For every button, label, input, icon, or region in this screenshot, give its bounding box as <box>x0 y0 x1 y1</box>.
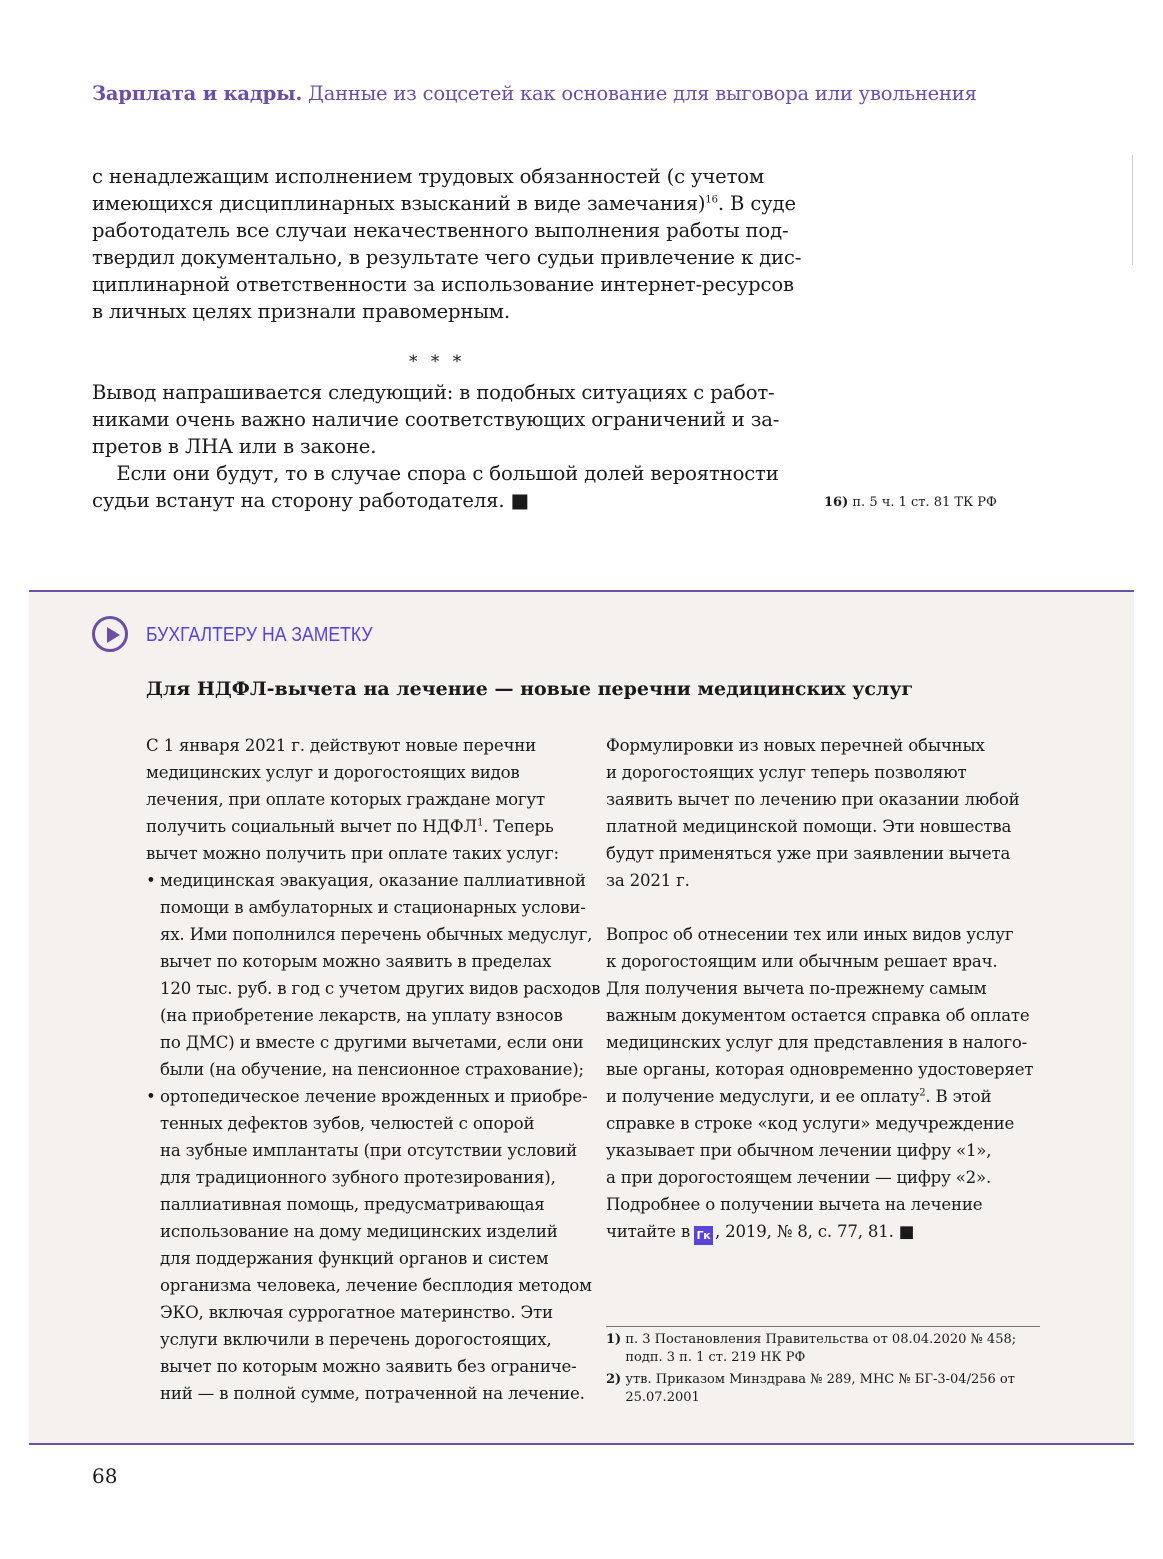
text-line <box>92 487 779 514</box>
text-line <box>146 1245 600 1272</box>
text: медицинских услуг для представления в налого- <box>606 1033 1028 1052</box>
text: Подробнее о получении вычета на лечение <box>606 1195 983 1214</box>
text: работодатель все случаи некачественного выполнения работы под- <box>92 219 789 242</box>
text: , 2019, № 8, с. 77, 81. ■ <box>714 1222 915 1241</box>
footnote <box>606 1371 1025 1407</box>
footnote-divider <box>606 1326 1040 1327</box>
footnote-16 <box>824 495 997 510</box>
text-line <box>146 1002 600 1029</box>
text: были (на обучение, на пенсионное страхование); <box>160 1060 584 1079</box>
text-line <box>146 1218 600 1245</box>
footnote-number: 16) <box>824 495 849 510</box>
text-line <box>146 975 600 1002</box>
text-line <box>606 1218 1033 1245</box>
text-line <box>146 1326 600 1353</box>
text-line <box>92 163 801 190</box>
text-line <box>146 1353 600 1380</box>
text-line <box>92 298 801 325</box>
text-line <box>606 1029 1033 1056</box>
text: твердил документально, в результате чего судьи привлечение к дис- <box>92 246 802 269</box>
page-number: 68 <box>92 1464 118 1488</box>
text: указывает при обычном лечении цифру «1», <box>606 1141 992 1160</box>
text: претов в ЛНА или в законе. <box>92 435 377 458</box>
text-line <box>146 921 600 948</box>
footnote-text: п. 5 ч. 1 ст. 81 ТК РФ <box>852 495 997 510</box>
text: по ДМС) и вместе с другими вычетами, если они <box>160 1033 584 1052</box>
running-header <box>92 82 977 105</box>
box-label: БУХГАЛТЕРУ НА ЗАМЕТКУ <box>146 624 373 646</box>
text-line <box>92 190 801 217</box>
text-line <box>606 759 1033 786</box>
text-line <box>606 1110 1033 1137</box>
article-text <box>92 163 801 325</box>
footnote-number: 1) <box>606 1332 622 1347</box>
text-line <box>606 948 1033 975</box>
text: С 1 января 2021 г. действуют новые перечни <box>146 736 536 755</box>
text: циплинарной ответственности за использование интернет-ресурсов <box>92 273 794 296</box>
text: лечения, при оплате которых граждане могут <box>146 790 545 809</box>
text-line <box>606 1002 1033 1029</box>
text-line <box>146 786 600 813</box>
text-line <box>146 1191 600 1218</box>
text: для традиционного зубного протезирования), <box>160 1168 556 1187</box>
text: паллиативная помощь, предусматривающая <box>160 1195 545 1214</box>
text-line <box>146 894 600 921</box>
play-icon <box>92 616 128 652</box>
text: ортопедическое лечение врожденных и приобре- <box>160 1087 588 1106</box>
text-line <box>606 813 1033 840</box>
text <box>606 898 611 917</box>
section-separator: * * * <box>409 352 466 372</box>
text: важным документом остается справка об оплате <box>606 1006 1030 1025</box>
footnote-number: 2) <box>606 1372 622 1387</box>
text: Вопрос об отнесении тех или иных видов услуг <box>606 925 1014 944</box>
text: получить социальный вычет по НДФЛ <box>146 817 478 836</box>
box-title: Для НДФЛ-вычета на лечение — новые перечни медицинских услуг <box>146 678 914 700</box>
text: к дорогостоящим или обычным решает врач. <box>606 952 998 971</box>
text-line <box>92 271 801 298</box>
footnote-ref: 2 <box>919 1087 926 1099</box>
text-line <box>146 1137 600 1164</box>
text: ний — в полной сумме, потраченной на лечение. <box>160 1384 585 1403</box>
text-line <box>606 894 1033 921</box>
footnote-ref: 1 <box>477 817 484 829</box>
text: за 2021 г. <box>606 871 690 890</box>
text: вычет можно получить при оплате таких услуг: <box>146 844 559 863</box>
text-line <box>606 867 1033 894</box>
text: 120 тыс. руб. в год с учетом других видов расходов <box>160 979 601 998</box>
text-line <box>146 1380 600 1407</box>
text-line <box>146 1164 600 1191</box>
text-line <box>146 813 600 840</box>
text: помощи в амбулаторных и стационарных услови- <box>160 898 586 917</box>
text: организма человека, лечение бесплодия методом <box>160 1276 592 1295</box>
text-line <box>92 379 779 406</box>
text-line <box>92 406 779 433</box>
text: будут применяться уже при заявлении вычета <box>606 844 1011 863</box>
text: и получение медуслуги, и ее оплату <box>606 1087 920 1106</box>
text-line <box>606 975 1033 1002</box>
text-line <box>146 759 600 786</box>
text: Формулировки из новых перечней обычных <box>606 736 985 755</box>
footnote <box>606 1331 1025 1367</box>
text-line <box>146 867 600 894</box>
text: ЭКО, включая суррогатное материнство. Эти <box>160 1303 553 1322</box>
article-conclusion <box>92 379 779 514</box>
text-line <box>606 1191 1033 1218</box>
text-line <box>146 1029 600 1056</box>
text: . В суде <box>717 192 796 215</box>
text-line <box>606 732 1033 759</box>
margin-rule <box>1132 155 1133 265</box>
text-line <box>92 217 801 244</box>
text: медицинских услуг и дорогостоящих видов <box>146 763 520 782</box>
footnote-ref: 16 <box>705 194 718 206</box>
text-line <box>146 1110 600 1137</box>
text: Вывод напрашивается следующий: в подобных ситуациях с работ- <box>92 381 775 404</box>
text: справке в строке «код услуги» медучреждение <box>606 1114 1015 1133</box>
bullet-icon: • <box>146 871 156 890</box>
text-line <box>146 1299 600 1326</box>
text: вые органы, которая одновременно удостоверяет <box>606 1060 1034 1079</box>
magazine-logo-icon: Гк <box>694 1226 713 1245</box>
text: читайте в <box>606 1222 690 1241</box>
text: медицинская эвакуация, оказание паллиативной <box>160 871 586 890</box>
text-line <box>606 921 1033 948</box>
text: использование на дому медицинских изделий <box>160 1222 558 1241</box>
text-line <box>146 1272 600 1299</box>
text-line <box>606 840 1033 867</box>
text-line <box>146 840 600 867</box>
text: Если они будут, то в случае спора с большой долей вероятности <box>92 462 779 485</box>
footnote-text: п. 3 Постановления Правительства от 08.04.2020 № 458; подп. 3 п. 1 ст. 219 НК РФ <box>625 1332 1017 1365</box>
text: с ненадлежащим исполнением трудовых обязанностей (с учетом <box>92 165 765 188</box>
box-footnotes <box>606 1331 1025 1411</box>
text-line <box>146 732 600 759</box>
text: платной медицинской помощи. Эти новшества <box>606 817 1012 836</box>
text: услуги включили в перечень дорогостоящих, <box>160 1330 552 1349</box>
box-right-column <box>606 732 1033 1245</box>
text-line <box>606 1083 1033 1110</box>
text: судьи встанут на сторону работодателя. ■ <box>92 489 529 512</box>
text: имеющихся дисциплинарных взысканий в виде замечания) <box>92 192 706 215</box>
text: вычет по которым можно заявить без ограниче- <box>160 1357 577 1376</box>
text: ях. Ими пополнился перечень обычных медуслуг, <box>160 925 593 944</box>
text: в личных целях признали правомерным. <box>92 300 510 323</box>
text-line <box>92 433 779 460</box>
text: . В этой <box>925 1087 992 1106</box>
bullet-icon: • <box>146 1087 156 1106</box>
text: Для получения вычета по-прежнему самым <box>606 979 987 998</box>
text-line <box>92 244 801 271</box>
text: на зубные имплантаты (при отсутствии условий <box>160 1141 578 1160</box>
text: никами очень важно наличие соответствующих ограничений и за- <box>92 408 780 431</box>
text-line <box>146 948 600 975</box>
header-section: Зарплата и кадры. <box>92 82 303 105</box>
text: (на приобретение лекарств, на уплату взносов <box>160 1006 563 1025</box>
text-line <box>146 1083 600 1110</box>
text: и дорогостоящих услуг теперь позволяют <box>606 763 967 782</box>
text: . Теперь <box>483 817 554 836</box>
box-left-column <box>146 732 600 1407</box>
text-line <box>606 786 1033 813</box>
text: тенных дефектов зубов, челюстей с опорой <box>160 1114 535 1133</box>
footnote-text: утв. Приказом Минздрава № 289, МНС № БГ-3-04/256 от 25.07.2001 <box>625 1372 1015 1405</box>
text-line <box>606 1164 1033 1191</box>
text: для поддержания функций органов и систем <box>160 1249 549 1268</box>
text: вычет по которым можно заявить в пределах <box>160 952 552 971</box>
text-line <box>92 460 779 487</box>
header-title: Данные из соцсетей как основание для выговора или увольнения <box>308 82 977 105</box>
text-line <box>146 1056 600 1083</box>
text: а при дорогостоящем лечении — цифру «2». <box>606 1168 992 1187</box>
text-line <box>606 1137 1033 1164</box>
text: заявить вычет по лечению при оказании любой <box>606 790 1020 809</box>
text-line <box>606 1056 1033 1083</box>
